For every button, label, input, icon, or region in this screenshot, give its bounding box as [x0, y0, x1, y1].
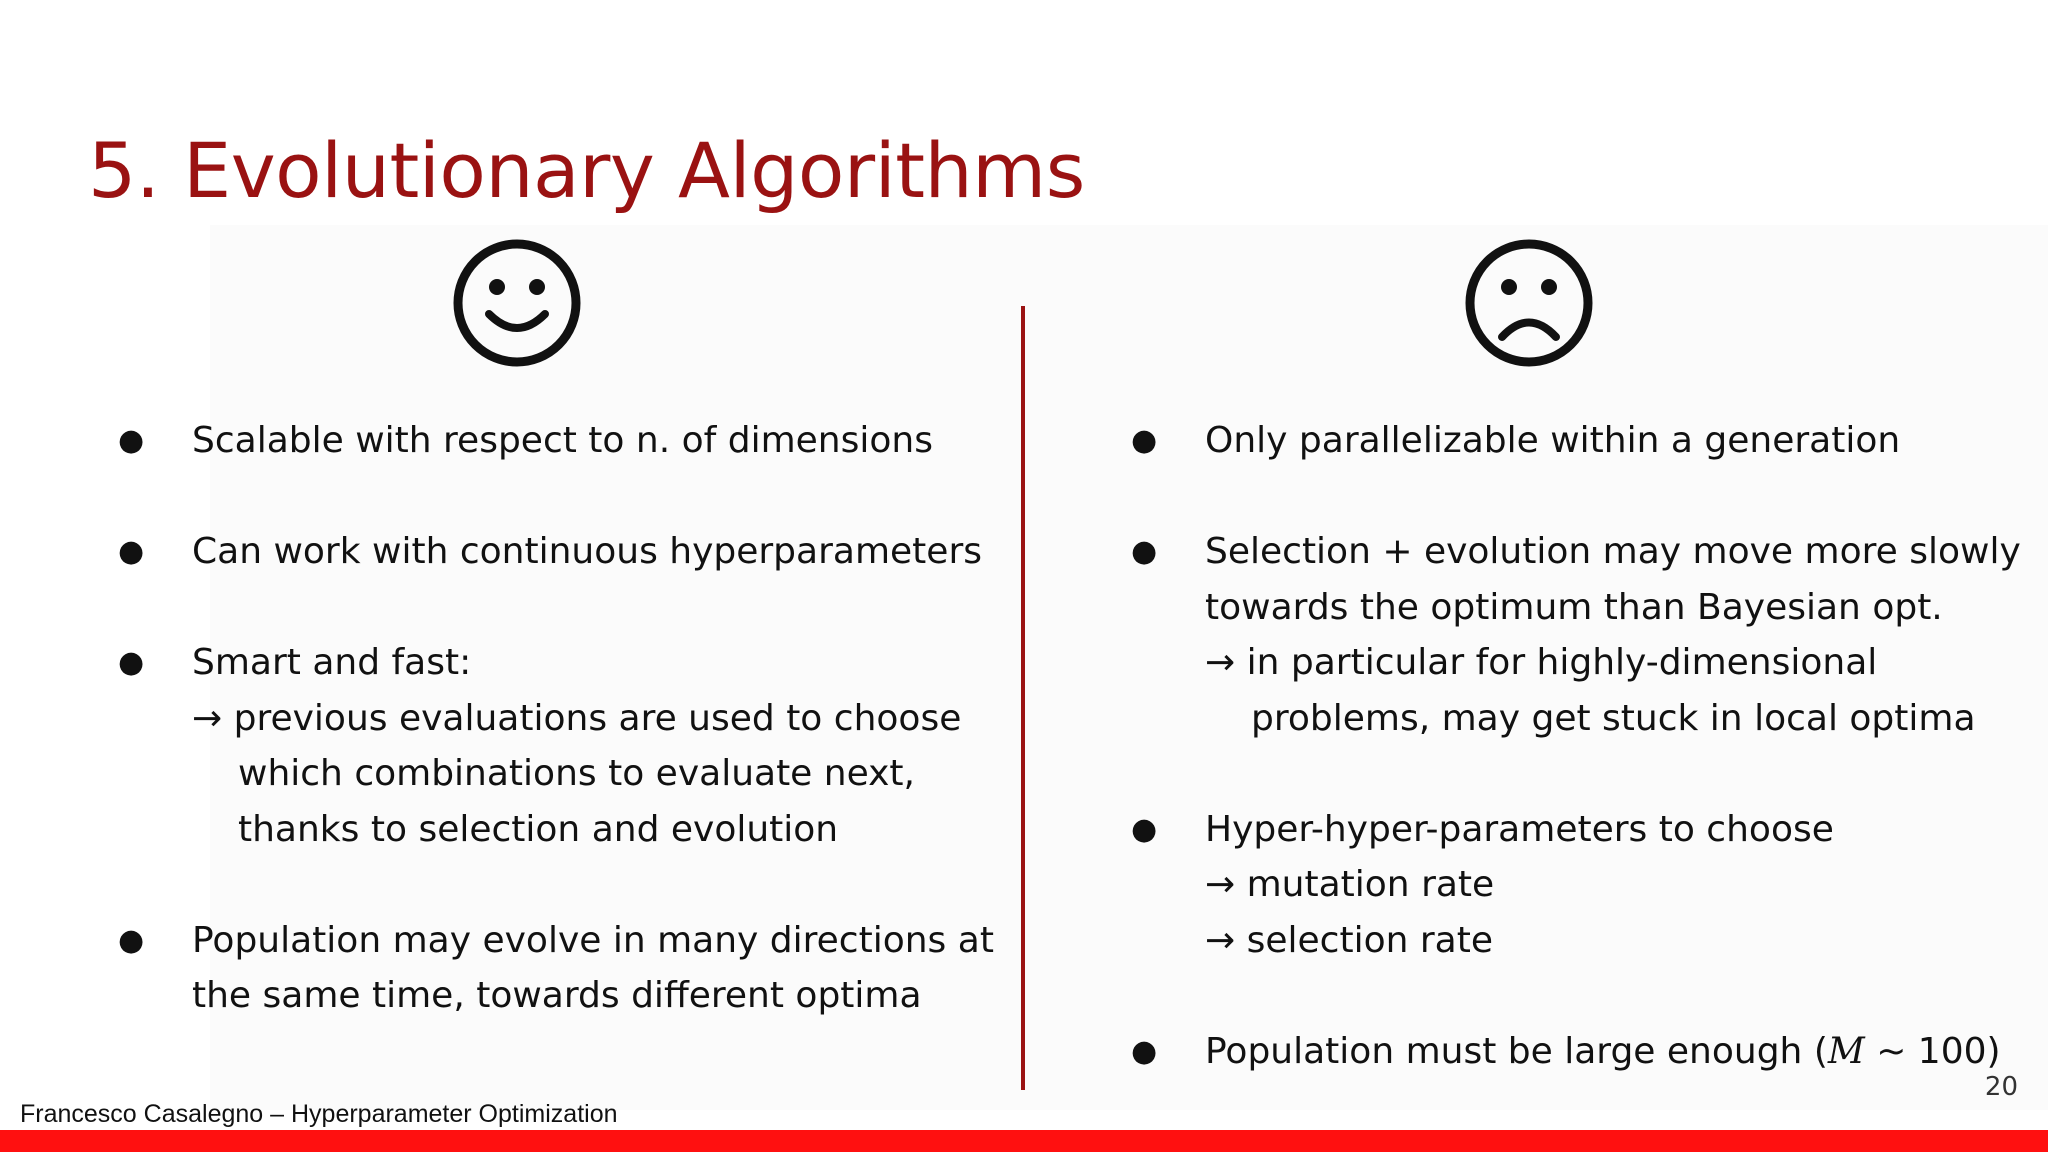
bullet-subpoint: → in particular for highly-dimensional: [1205, 642, 1878, 683]
bullet-text: Smart and fast:: [192, 642, 472, 683]
footer-text: Francesco Casalegno – Hyperparameter Optimization: [20, 1100, 618, 1128]
bullet-text: towards the optimum than Bayesian opt.: [1205, 586, 1943, 628]
bullet-subpoint-continuation: problems, may get stuck in local optima: [1251, 697, 1976, 739]
bullet-dot: ●: [1131, 534, 1158, 569]
bullet-dot: ●: [118, 534, 145, 569]
bullet-text: Only parallelizable within a generation: [1205, 420, 1901, 461]
list-item: [1123, 413, 2003, 469]
column-divider: [1021, 306, 1025, 1090]
bullet-text-post: ~ 100): [1864, 1030, 2001, 1072]
bullet-text: [1205, 1024, 2003, 1080]
bullet-text: Can work with continuous hyperparameters: [192, 531, 982, 572]
slide-title: 5. Evolutionary Algorithms: [88, 126, 1085, 215]
sad-face-icon: [1464, 238, 1594, 368]
bullet-text: Hyper-hyper-parameters to choose: [1205, 808, 1834, 850]
list-item: [110, 413, 970, 469]
bullet-text: the same time, towards different optima: [192, 975, 922, 1016]
bullet-subpoint: → selection rate: [1205, 919, 1493, 961]
list-item: [110, 635, 970, 857]
bullet-text: Population may evolve in many directions at: [192, 919, 994, 961]
bullet-subpoint-continuation: thanks to selection and evolution: [238, 808, 839, 850]
bullet-dot: ●: [1131, 423, 1158, 458]
bullet-text: Selection + evolution may move more slowly: [1205, 531, 2021, 572]
list-item: [110, 913, 994, 1024]
bullet-dot: ●: [1131, 811, 1158, 847]
bullet-text: Scalable with respect to n. of dimensions: [192, 420, 933, 461]
happy-face-icon: [452, 238, 582, 368]
cons-list: [1123, 413, 2021, 1079]
list-item: [110, 524, 982, 580]
list-item: [1123, 1024, 2003, 1080]
bullet-subpoint: → mutation rate: [1205, 864, 1495, 905]
list-item: [1123, 524, 2021, 746]
bullet-dot: ●: [118, 922, 145, 958]
bullet-text-pre: Population must be large enough (: [1205, 1030, 1828, 1072]
math-variable: M: [1827, 1030, 1865, 1072]
bullet-subpoint: → previous evaluations are used to choose: [192, 697, 962, 739]
list-item: [1123, 802, 2003, 969]
pros-list: [110, 413, 994, 1024]
bullet-dot: ●: [118, 423, 145, 458]
bullet-subpoint-continuation: which combinations to evaluate next,: [238, 753, 915, 794]
bullet-dot: ●: [118, 645, 145, 680]
bullet-dot: ●: [1131, 1033, 1158, 1069]
footer-bar: [0, 1130, 2048, 1152]
page-number: 20: [1984, 1072, 2018, 1102]
